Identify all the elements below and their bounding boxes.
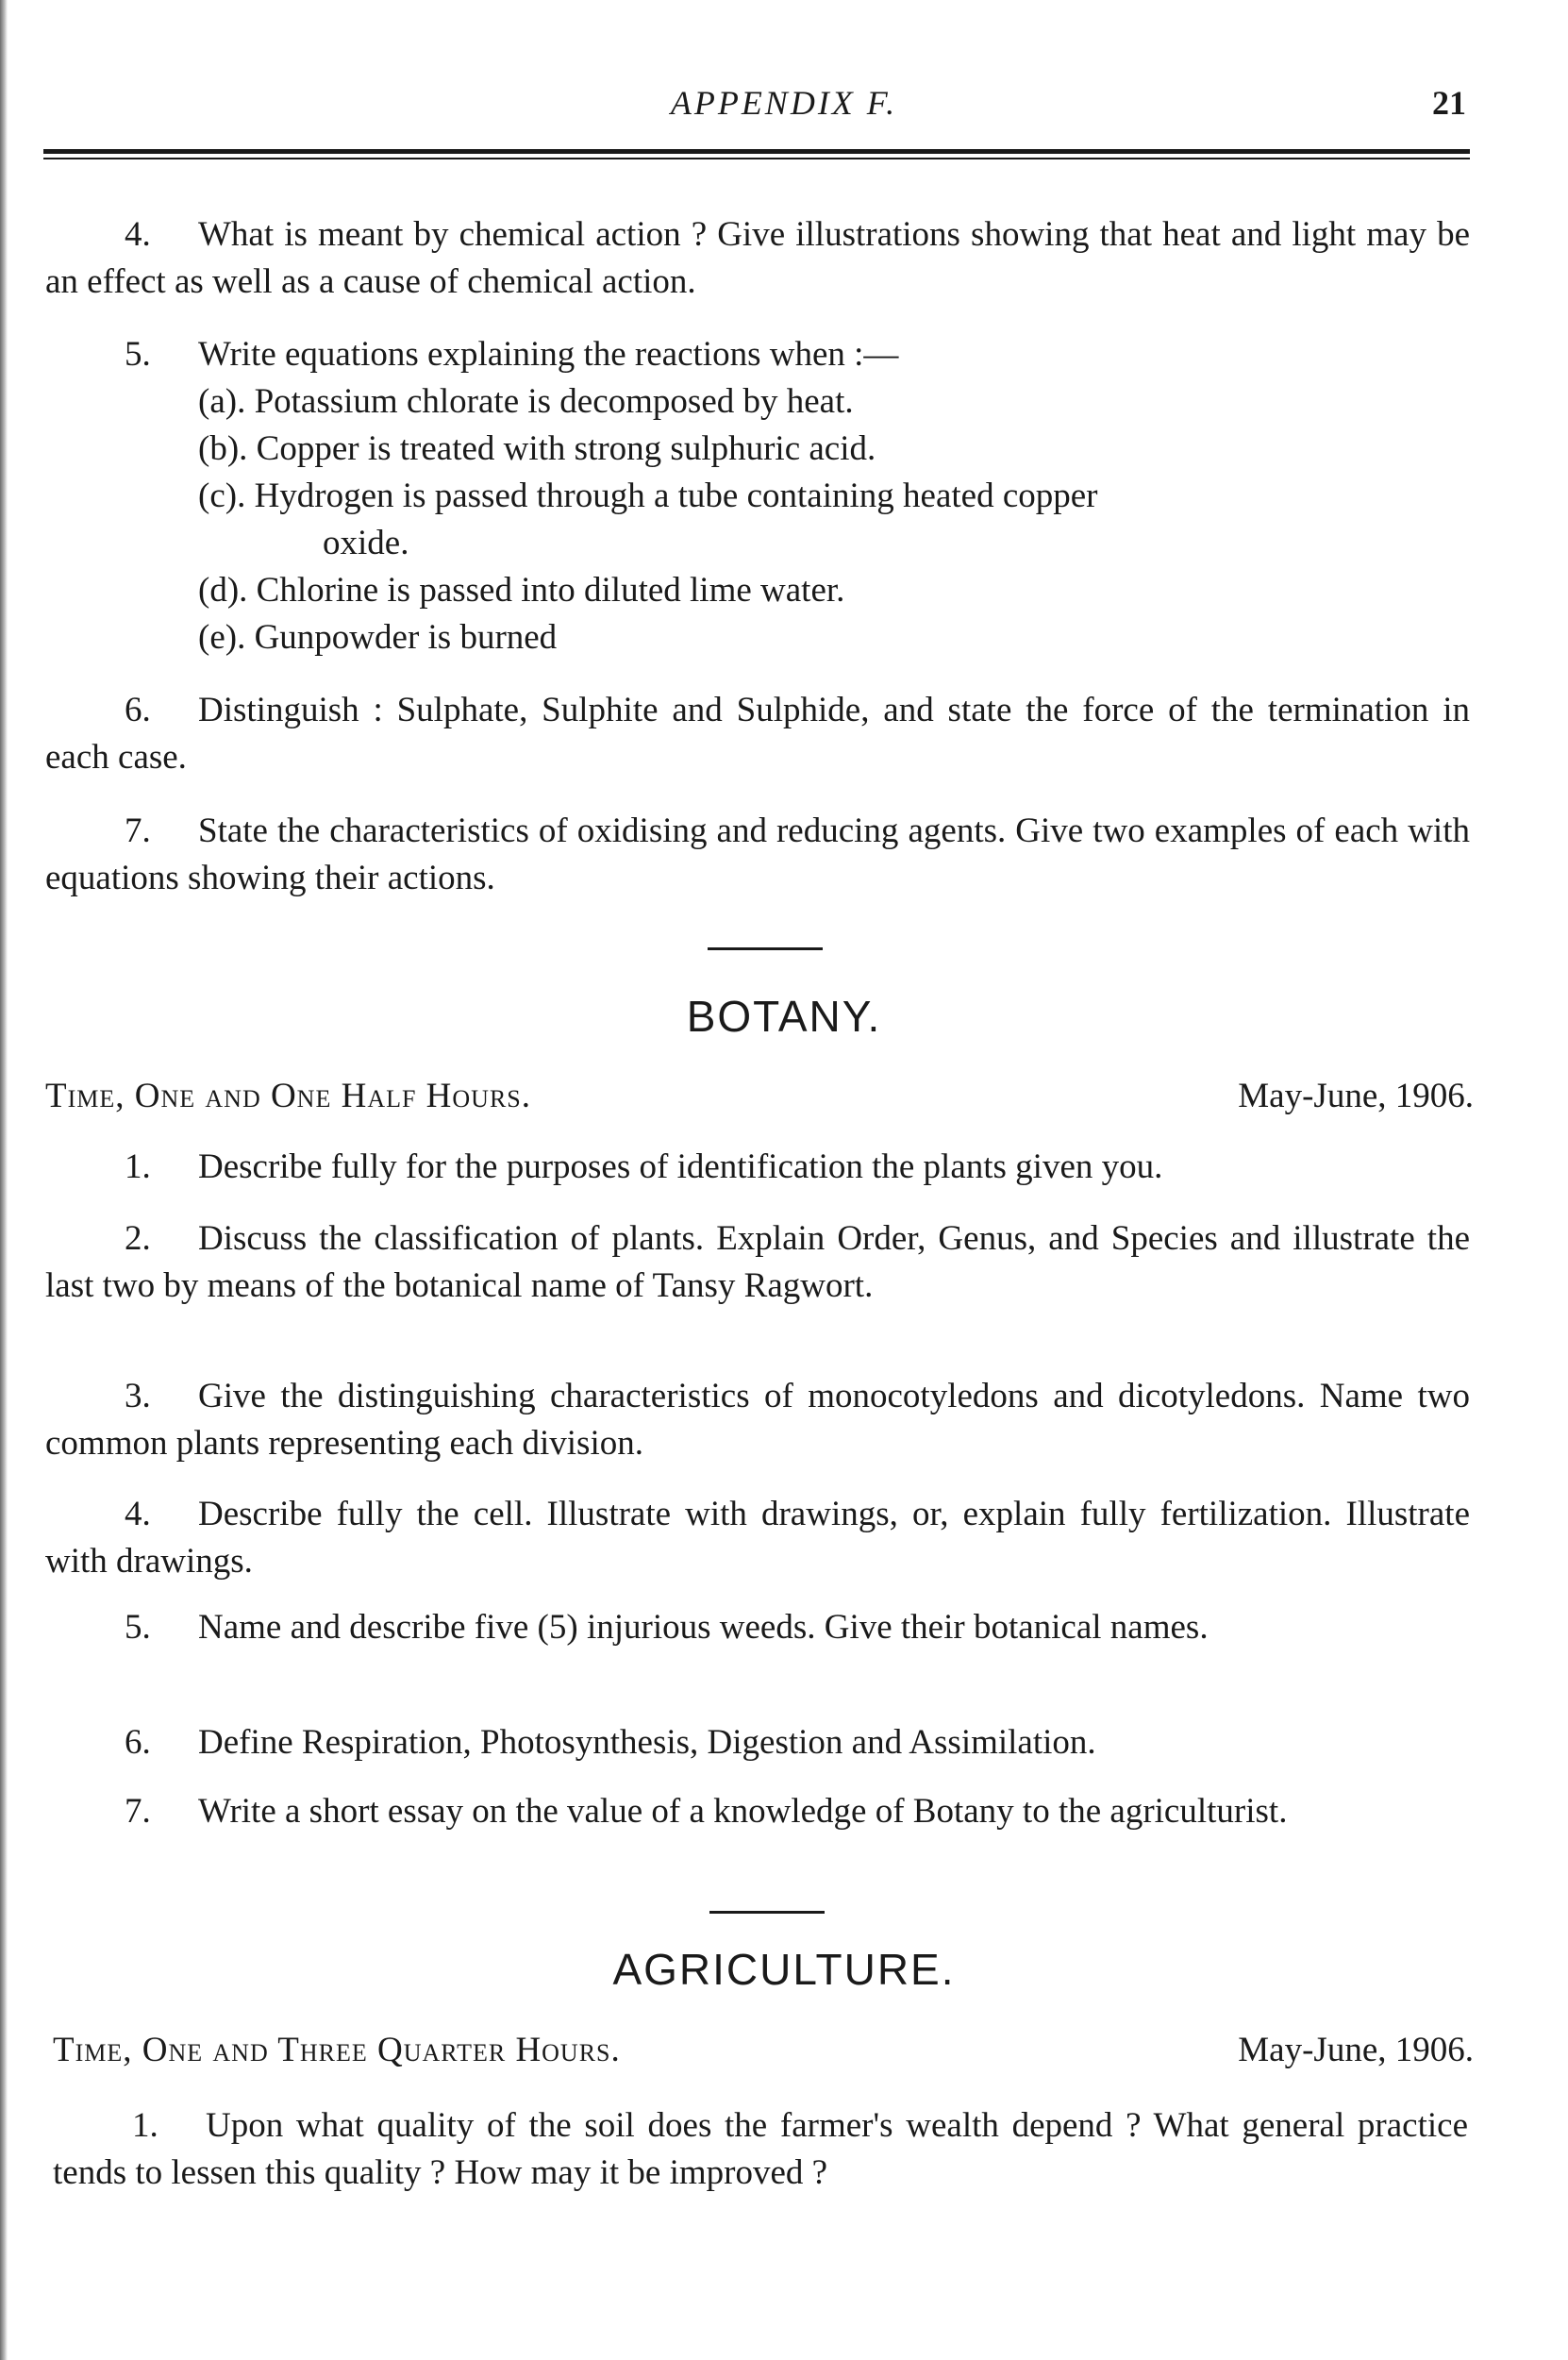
list-item: (d). Chlorine is passed into diluted lime water.	[198, 571, 845, 610]
botany-question-5: 5. Name and describe five (5) injurious weeds. Give their botanical names.	[125, 1608, 1209, 1647]
question-number: 7.	[125, 812, 151, 850]
list-item-continuation: oxide.	[323, 524, 409, 562]
exam-date: May-June, 1906.	[1238, 2031, 1474, 2069]
exam-duration: Time, One and Three Quarter Hours.	[53, 2031, 621, 2069]
chem-question-6	[45, 687, 1470, 781]
exam-date: May-June, 1906.	[1238, 1077, 1474, 1115]
header-rule-thick	[43, 149, 1470, 154]
list-item: (e). Gunpowder is burned	[198, 618, 558, 657]
agriculture-time-line	[53, 2027, 1474, 2074]
section-divider	[708, 947, 823, 950]
section-heading-botany: BOTANY.	[686, 992, 882, 1041]
page-number: 21	[1432, 84, 1466, 122]
botany-question-7: 7. Write a short essay on the value of a knowledge of Botany to the agriculturist.	[125, 1792, 1288, 1831]
section-divider	[709, 1911, 825, 1914]
question-text: What is meant by chemical action ? Give illustrations showing that heat and light may be an effect as well as a cause of chemical action.	[45, 215, 1470, 301]
botany-time-line	[45, 1073, 1474, 1120]
botany-question-1: 1. Describe fully for the purposes of identification the plants given you.	[125, 1147, 1163, 1186]
chem-question-4	[45, 211, 1470, 306]
list-item: (b). Copper is treated with strong sulphuric acid.	[198, 429, 876, 468]
question-text: Distinguish : Sulphate, Sulphite and Sulphide, and state the force of the termination in each case.	[45, 691, 1470, 777]
agriculture-question-1: 1. Upon what quality of the soil does the farmer's wealth depend ? What general practice tends to lessen this quality ? How may it be improved ?	[53, 2106, 1468, 2192]
botany-question-6: 6. Define Respiration, Photosynthesis, Digestion and Assimilation.	[125, 1723, 1096, 1762]
botany-question-2: 2. Discuss the classification of plants. Explain Order, Genus, and Species and illustrate the last two by means of the botanical name of Tansy Ragwort.	[45, 1219, 1470, 1305]
header-rule-thin	[43, 158, 1470, 159]
question-text: State the characteristics of oxidising and reducing agents. Give two examples of each with equations showing their actions.	[45, 812, 1470, 897]
question-number: 5.	[125, 335, 151, 374]
list-item: (c). Hydrogen is passed through a tube containing heated copper oxide.	[198, 473, 1472, 567]
question-number: 6.	[125, 691, 151, 729]
question-text: Write equations explaining the reactions when :—	[198, 335, 899, 374]
botany-question-3: 3. Give the distinguishing characteristics of monocotyledons and dicotyledons. Name two common plants representing each division.	[45, 1377, 1470, 1463]
section-heading-agriculture: AGRICULTURE.	[612, 1945, 956, 1994]
running-header-title: APPENDIX F.	[670, 84, 898, 122]
question-number: 4.	[125, 215, 151, 254]
exam-duration: Time, One and One Half Hours.	[45, 1077, 532, 1115]
botany-question-4: 4. Describe fully the cell. Illustrate with drawings, or, explain fully fertilization. Illustrate with drawings.	[45, 1495, 1470, 1581]
chem-question-7	[45, 808, 1470, 902]
list-item: (a). Potassium chlorate is decomposed by heat.	[198, 382, 854, 421]
chem-question-5	[45, 331, 1470, 378]
chem-q5-items	[198, 378, 1472, 661]
